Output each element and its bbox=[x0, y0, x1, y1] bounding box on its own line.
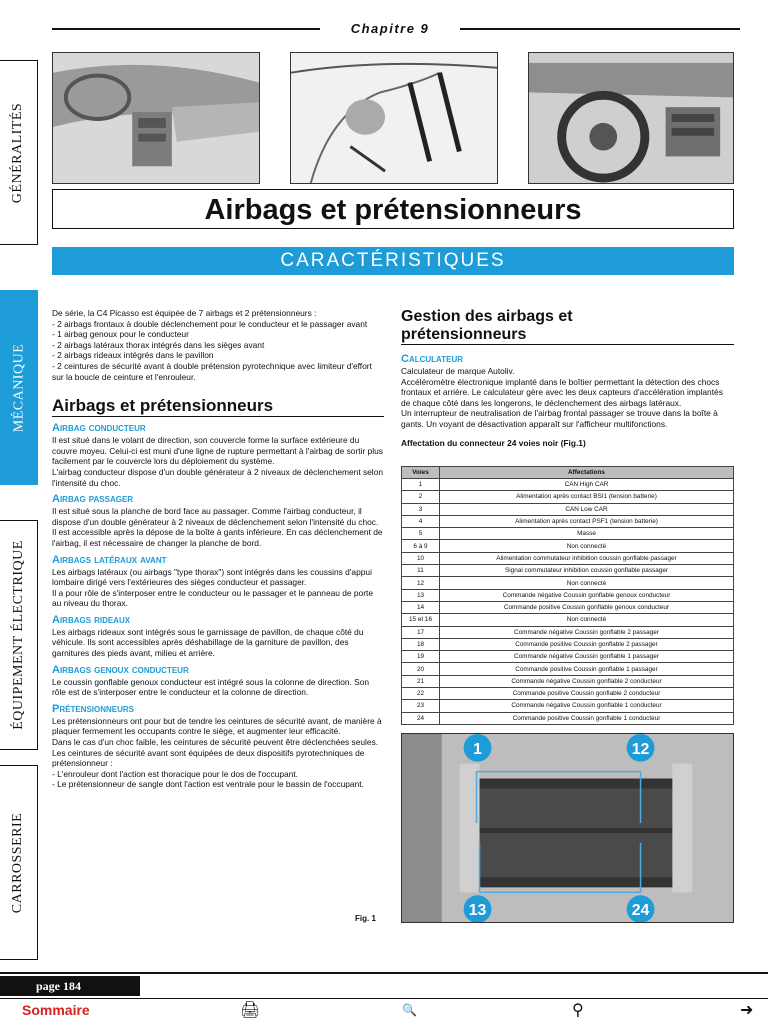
tab-carrosserie[interactable]: CARROSSERIE bbox=[0, 765, 38, 960]
right-column bbox=[401, 308, 734, 448]
table-row bbox=[402, 638, 734, 650]
subheading: Prétensionneurs bbox=[52, 702, 135, 715]
paragraph: Il est situé dans le volant de direction, son couvercle forme la surface extérieure du couvre moyeu. Celui-ci est muni d'une ligne de rupture permettant à l'airbag de sortir plus facilement par le couvercle lors du déploiement du système. bbox=[52, 435, 383, 467]
table-cell-voie: 13 bbox=[402, 589, 440, 601]
table-cell-affectation: Non connecté bbox=[440, 614, 734, 626]
subheading: Airbags latéraux avant bbox=[52, 553, 167, 566]
table-row bbox=[402, 565, 734, 577]
table-row bbox=[402, 577, 734, 589]
paragraph: Il a pour rôle de s'interposer entre le conducteur ou le passager et le panneau de porte au niveau du thorax. bbox=[52, 587, 373, 609]
paragraph: - Le prétensionneur de sangle dont l'action est ventrale pour le bassin de l'occupant. bbox=[52, 779, 364, 790]
table-row bbox=[402, 700, 734, 712]
table-cell-voie: 1 bbox=[402, 479, 440, 491]
table-row bbox=[402, 614, 734, 626]
subheading: Airbag conducteur bbox=[52, 422, 146, 435]
binoculars-icon[interactable]: ⚲ bbox=[572, 1002, 584, 1019]
tab-equipement-electrique[interactable]: ÉQUIPEMENT ÉLECTRIQUE bbox=[0, 520, 38, 750]
table-cell-affectation: Alimentation commutateur inhibition coussin gonflable passager bbox=[440, 552, 734, 564]
table-cell-affectation: Non connecté bbox=[440, 540, 734, 552]
table-cell-voie: 3 bbox=[402, 503, 440, 515]
table-cell-voie: 14 bbox=[402, 601, 440, 613]
table-cell-affectation: Commande négative Coussin gonflable 2 conducteur bbox=[440, 675, 734, 687]
pin-label: 1 bbox=[473, 740, 482, 758]
connector-photo bbox=[401, 733, 734, 923]
table-row bbox=[402, 589, 734, 601]
table-cell-voie: 10 bbox=[402, 552, 440, 564]
table-cell-affectation: Commande positive Coussin gonflable 2 conducteur bbox=[440, 688, 734, 700]
table-cell-voie: 4 bbox=[402, 515, 440, 527]
table-row bbox=[402, 712, 734, 724]
table-cell-affectation: Signal commutateur inhibition coussin gonflable passager bbox=[440, 565, 734, 577]
table-cell-voie: 20 bbox=[402, 663, 440, 675]
table-cell-voie: 2 bbox=[402, 491, 440, 503]
table-row bbox=[402, 688, 734, 700]
table-cell-voie: 6 à 9 bbox=[402, 540, 440, 552]
table-row bbox=[402, 601, 734, 613]
tab-mecanique[interactable]: MÉCANIQUE bbox=[0, 290, 38, 485]
table-cell-affectation: Commande positive Coussin gonflable 2 passager bbox=[440, 638, 734, 650]
table-cell-affectation: Commande positive Coussin gonflable 1 passager bbox=[440, 663, 734, 675]
table-cell-voie: 17 bbox=[402, 626, 440, 638]
seatbelt-photo bbox=[290, 52, 498, 184]
table-cell-voie: 24 bbox=[402, 712, 440, 724]
paragraph: Les prétensionneurs ont pour but de tendre les ceintures de sécurité avant, de manière à plaquer fermement les occupants contre le siège, et augmenter leur efficacité. bbox=[52, 715, 382, 737]
connector-table bbox=[401, 466, 734, 725]
intro-line: - 1 airbag genoux pour le conducteur bbox=[52, 329, 189, 340]
table-cell-voie: 15 et 16 bbox=[402, 614, 440, 626]
paragraph: Les airbags rideaux sont intégrés sous le garnissage de pavillon, de chaque côté du véhicule. Ils sont accessibles après déshabillage de la garniture de pavillon, des garnitures des pieds avant, milieu et arrière. bbox=[52, 626, 364, 659]
subheading: Airbags genoux conducteur bbox=[52, 663, 189, 676]
table-cell-affectation: CAN High CAR bbox=[440, 479, 734, 491]
table-cell-affectation: Commande négative Coussin gonflable genoux conducteur bbox=[440, 589, 734, 601]
pin-label: 24 bbox=[631, 902, 650, 920]
section-heading: Airbags et prétensionneurs bbox=[52, 396, 384, 417]
paragraph: Il est accessible après la dépose de la boîte à gants inférieure. En cas déclenchement de l'airbag, il est nécessaire de changer la planche de bord. bbox=[52, 527, 383, 548]
table-row bbox=[402, 528, 734, 540]
table-header-voies: Voies bbox=[402, 467, 440, 479]
table-caption: Affectation du connecteur 24 voies noir (Fig.1) bbox=[401, 437, 586, 448]
table-cell-voie: 21 bbox=[402, 675, 440, 687]
paragraph: Calculateur de marque Autoliv. bbox=[401, 366, 515, 376]
table-cell-voie: 12 bbox=[402, 577, 440, 589]
pin-label: 12 bbox=[631, 740, 650, 758]
subheading: Airbags rideaux bbox=[52, 613, 131, 626]
intro-line: - 2 airbags latéraux thorax intégrés dans les sièges avant bbox=[52, 339, 265, 350]
table-cell-voie: 19 bbox=[402, 651, 440, 663]
paragraph: Il est situé sous la planche de bord face au passager. Comme l'airbag conducteur, il dispose d'un double générateur à 2 niveaux de déclenchement selon l'intensité du choc. bbox=[52, 506, 379, 527]
table-cell-affectation: Commande négative Coussin gonflable 2 passager bbox=[440, 626, 734, 638]
heading-rule bbox=[401, 344, 734, 345]
table-row bbox=[402, 515, 734, 527]
left-column bbox=[52, 308, 384, 790]
paragraph: Le coussin gonflable genoux conducteur est intégré sous la colonne de direction. Son rôle est de s'interposer entre le conducteur et la colonne de direction. bbox=[52, 676, 370, 698]
tab-generalites[interactable]: GÉNÉRALITÉS bbox=[0, 60, 38, 245]
dashboard-photo bbox=[52, 52, 260, 184]
figure-caption: Fig. 1 bbox=[355, 914, 376, 923]
page-number-box bbox=[0, 976, 140, 996]
pin-label: 13 bbox=[468, 902, 487, 920]
intro-line: - 2 ceintures de sécurité avant à double prétension pyrotechnique avec limiteur d'effort sur la boucle de ceinture et l'enrouleur. bbox=[52, 360, 372, 382]
table-row bbox=[402, 552, 734, 564]
table-row bbox=[402, 540, 734, 552]
paragraph: Les ceintures de sécurité avant sont équipées de deux dispositifs pyrotechniques de prétensionneur : bbox=[52, 747, 365, 769]
intro-line: - 2 airbags rideaux intégrés dans le pavillon bbox=[52, 350, 214, 361]
section-bar bbox=[52, 247, 734, 275]
table-cell-affectation: Commande négative Coussin gonflable 1 passager bbox=[440, 651, 734, 663]
table-cell-affectation: Commande positive Coussin gonflable genoux conducteur bbox=[440, 601, 734, 613]
print-icon[interactable]: 🖨 bbox=[240, 1002, 261, 1019]
paragraph: Accéléromètre électronique implanté dans le boîtier permettant la détection des chocs frontaux et arrière. Le calculateur gère avec les deux capteurs d'accélération implantés de chaque côté dans les longerons, le déclenchement des airbags latéraux. bbox=[401, 376, 723, 408]
page-title: Airbags et prétensionneurs bbox=[204, 194, 582, 226]
footer-rule bbox=[0, 972, 768, 974]
table-cell-affectation: Non connecté bbox=[440, 577, 734, 589]
table-row bbox=[402, 675, 734, 687]
footer-rule bbox=[0, 998, 768, 999]
table-cell-voie: 18 bbox=[402, 638, 440, 650]
paragraph: L'airbag conducteur dispose d'un double générateur à 2 niveaux de déclenchement selon l'intensité du choc. bbox=[52, 466, 383, 488]
chapter-label: Chapitre 9 bbox=[320, 21, 460, 37]
table-header-affectations: Affectations bbox=[440, 467, 734, 479]
table-cell-affectation: Commande positive Coussin gonflable 1 conducteur bbox=[440, 712, 734, 724]
paragraph: - L'enrouleur dont l'action est thoracique pour le dos de l'occupant. bbox=[52, 768, 298, 779]
table-cell-voie: 5 bbox=[402, 528, 440, 540]
table-row bbox=[402, 651, 734, 663]
table-cell-voie: 23 bbox=[402, 700, 440, 712]
page-title-box bbox=[52, 189, 734, 229]
table-cell-affectation: Alimentation après contact PSF1 (tension batterie) bbox=[440, 515, 734, 527]
next-page-arrow-icon[interactable]: ➜ bbox=[740, 1002, 754, 1019]
search-document-icon[interactable]: 🔍 bbox=[402, 1003, 417, 1017]
table-row bbox=[402, 503, 734, 515]
table-cell-affectation: CAN Low CAR bbox=[440, 503, 734, 515]
page-number: page 184 bbox=[36, 979, 81, 993]
paragraph: Les airbags latéraux (ou airbags "type thorax") sont intégrés dans les coussins d'appui lombaire dirigé vers l'extérieures des sièges conducteur et passager. bbox=[52, 566, 372, 588]
intro-line: De série, la C4 Picasso est équipée de 7 airbags et 2 prétensionneurs : bbox=[52, 308, 317, 318]
paragraph: Un interrupteur de neutralisation de l'airbag frontal passager se trouve dans la boîte à gants. Un voyant de désactivation apparaît sur l'afficheur multifonctions. bbox=[401, 408, 718, 429]
subheading: Airbag passager bbox=[52, 493, 134, 506]
table-row bbox=[402, 479, 734, 491]
sommaire-link[interactable]: Sommaire bbox=[22, 1002, 90, 1018]
table-cell-voie: 22 bbox=[402, 688, 440, 700]
table-cell-affectation: Alimentation après contact BSI1 (tension batterie) bbox=[440, 491, 734, 503]
section-heading: Gestion des airbags et prétensionneurs bbox=[401, 308, 573, 343]
intro-line: - 2 airbags frontaux à double déclenchement pour le conducteur et le passager avant bbox=[52, 318, 368, 329]
subheading: Calculateur bbox=[401, 353, 464, 365]
table-row bbox=[402, 491, 734, 503]
section-bar-title: CARACTÉRISTIQUES bbox=[280, 250, 506, 271]
table-cell-affectation: Masse bbox=[440, 528, 734, 540]
table-row bbox=[402, 663, 734, 675]
table-row bbox=[402, 626, 734, 638]
paragraph: Dans le cas d'un choc faible, les ceintures de sécurité peuvent être déclenchées seules. bbox=[52, 737, 379, 748]
table-cell-affectation: Commande négative Coussin gonflable 1 conducteur bbox=[440, 700, 734, 712]
steering-wheel-photo bbox=[528, 52, 734, 184]
table-cell-voie: 11 bbox=[402, 565, 440, 577]
